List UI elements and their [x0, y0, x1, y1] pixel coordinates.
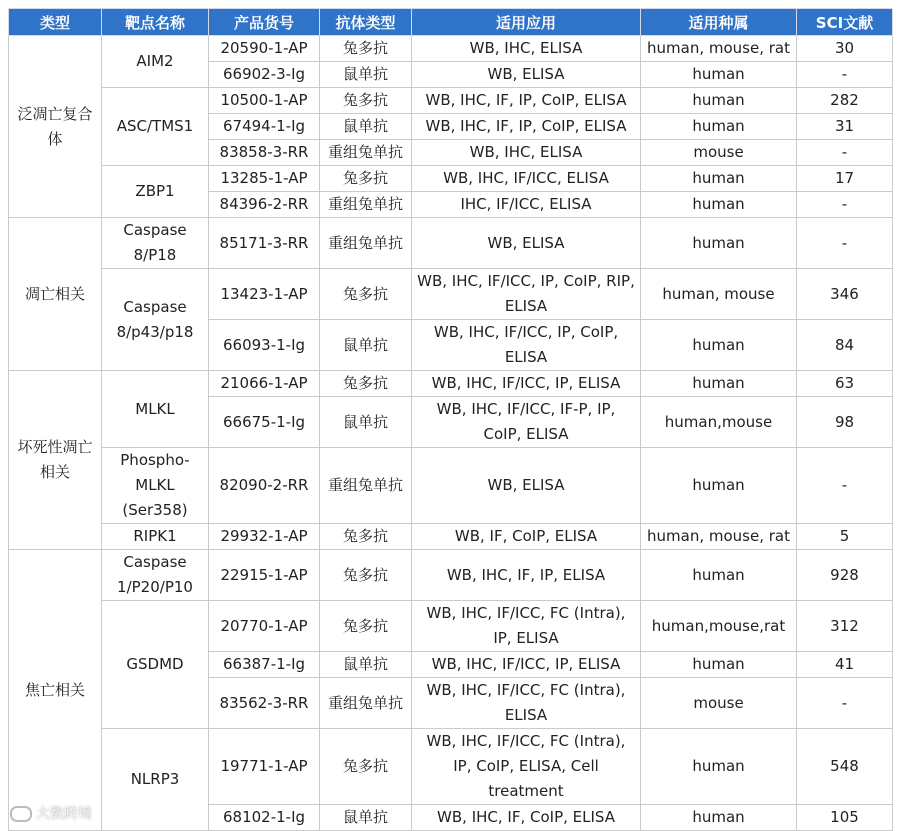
species-cell: human [641, 62, 797, 88]
header-product-code: 产品货号 [209, 9, 320, 36]
antibody-type-cell: 鼠单抗 [320, 652, 412, 678]
product-code-cell: 83562-3-RR [209, 678, 320, 729]
table-row [9, 88, 893, 114]
sci-count-cell: 31 [797, 114, 893, 140]
table-row [9, 269, 893, 320]
species-cell: human [641, 166, 797, 192]
application-cell: WB, IHC, IF/ICC, FC (Intra), IP, ELISA [412, 601, 641, 652]
application-cell: WB, IHC, IF, IP, CoIP, ELISA [412, 114, 641, 140]
species-cell: human,mouse,rat [641, 601, 797, 652]
sci-count-cell: 41 [797, 652, 893, 678]
sci-count-cell: - [797, 140, 893, 166]
species-cell: human [641, 652, 797, 678]
product-code-cell: 22915-1-AP [209, 550, 320, 601]
sci-count-cell: 928 [797, 550, 893, 601]
category-cell: 泛凋亡复合体 [9, 36, 102, 218]
product-code-cell: 67494-1-Ig [209, 114, 320, 140]
antibody-type-cell: 兔多抗 [320, 88, 412, 114]
sci-count-cell: 346 [797, 269, 893, 320]
application-cell: WB, IHC, IF, IP, CoIP, ELISA [412, 88, 641, 114]
sci-count-cell: - [797, 192, 893, 218]
sci-count-cell: 63 [797, 371, 893, 397]
product-code-cell: 10500-1-AP [209, 88, 320, 114]
table-row [9, 524, 893, 550]
table-row [9, 371, 893, 397]
application-cell: WB, IHC, IF/ICC, ELISA [412, 166, 641, 192]
sci-count-cell: - [797, 218, 893, 269]
target-cell: Caspase 8/P18 [102, 218, 209, 269]
species-cell: human [641, 550, 797, 601]
product-code-cell: 13285-1-AP [209, 166, 320, 192]
sci-count-cell: - [797, 62, 893, 88]
species-cell: mouse [641, 140, 797, 166]
application-cell: WB, IHC, IF/ICC, IF-P, IP, CoIP, ELISA [412, 397, 641, 448]
target-cell: Phospho-MLKL (Ser358) [102, 448, 209, 524]
watermark [10, 803, 92, 823]
antibody-type-cell: 鼠单抗 [320, 397, 412, 448]
antibody-type-cell: 兔多抗 [320, 269, 412, 320]
antibody-type-cell: 鼠单抗 [320, 114, 412, 140]
antibody-type-cell: 兔多抗 [320, 524, 412, 550]
sci-count-cell: 5 [797, 524, 893, 550]
sci-count-cell: - [797, 678, 893, 729]
antibody-type-cell: 兔多抗 [320, 371, 412, 397]
header-category: 类型 [9, 9, 102, 36]
sci-count-cell: 84 [797, 320, 893, 371]
table-row [9, 448, 893, 524]
product-code-cell: 66675-1-Ig [209, 397, 320, 448]
header-sci: SCI文献 [797, 9, 893, 36]
header-antibody-type: 抗体类型 [320, 9, 412, 36]
product-code-cell: 66387-1-Ig [209, 652, 320, 678]
table-body [9, 36, 893, 831]
application-cell: WB, IHC, ELISA [412, 36, 641, 62]
table-row [9, 550, 893, 601]
category-cell: 焦亡相关 [9, 550, 102, 831]
sci-count-cell: 548 [797, 729, 893, 805]
product-code-cell: 13423-1-AP [209, 269, 320, 320]
species-cell: human [641, 114, 797, 140]
antibody-type-cell: 重组兔单抗 [320, 140, 412, 166]
product-code-cell: 20590-1-AP [209, 36, 320, 62]
sci-count-cell: 98 [797, 397, 893, 448]
table-row [9, 218, 893, 269]
antibody-type-cell: 鼠单抗 [320, 62, 412, 88]
application-cell: WB, ELISA [412, 448, 641, 524]
target-cell: ASC/TMS1 [102, 88, 209, 166]
table-row [9, 601, 893, 652]
product-code-cell: 66902-3-Ig [209, 62, 320, 88]
species-cell: human,mouse [641, 397, 797, 448]
target-cell: MLKL [102, 371, 209, 448]
table-row [9, 36, 893, 62]
antibody-type-cell: 鼠单抗 [320, 805, 412, 831]
application-cell: WB, IHC, ELISA [412, 140, 641, 166]
watermark-logo-icon [10, 806, 32, 822]
antibody-type-cell: 鼠单抗 [320, 320, 412, 371]
species-cell: mouse [641, 678, 797, 729]
category-cell: 凋亡相关 [9, 218, 102, 371]
antibody-type-cell: 重组兔单抗 [320, 678, 412, 729]
table-row [9, 166, 893, 192]
header-row [9, 9, 893, 36]
species-cell: human [641, 218, 797, 269]
product-code-cell: 83858-3-RR [209, 140, 320, 166]
product-code-cell: 66093-1-Ig [209, 320, 320, 371]
watermark-text: 大数跨境 [36, 806, 92, 822]
species-cell: human [641, 88, 797, 114]
application-cell: WB, ELISA [412, 62, 641, 88]
product-code-cell: 84396-2-RR [209, 192, 320, 218]
species-cell: human [641, 729, 797, 805]
target-cell: RIPK1 [102, 524, 209, 550]
product-code-cell: 68102-1-Ig [209, 805, 320, 831]
target-cell: Caspase 1/P20/P10 [102, 550, 209, 601]
application-cell: WB, IHC, IF/ICC, FC (Intra), IP, CoIP, ELISA, Cell treatment [412, 729, 641, 805]
antibody-type-cell: 重组兔单抗 [320, 192, 412, 218]
sci-count-cell: 282 [797, 88, 893, 114]
target-cell: ZBP1 [102, 166, 209, 218]
product-code-cell: 82090-2-RR [209, 448, 320, 524]
header-species: 适用种属 [641, 9, 797, 36]
species-cell: human [641, 448, 797, 524]
product-code-cell: 19771-1-AP [209, 729, 320, 805]
target-cell: Caspase 8/p43/p18 [102, 269, 209, 371]
antibody-type-cell: 重组兔单抗 [320, 218, 412, 269]
antibody-type-cell: 兔多抗 [320, 166, 412, 192]
product-code-cell: 85171-3-RR [209, 218, 320, 269]
application-cell: WB, IF, CoIP, ELISA [412, 524, 641, 550]
application-cell: WB, IHC, IF/ICC, IP, CoIP, RIP, ELISA [412, 269, 641, 320]
antibody-type-cell: 兔多抗 [320, 729, 412, 805]
species-cell: human [641, 320, 797, 371]
product-code-cell: 20770-1-AP [209, 601, 320, 652]
species-cell: human [641, 192, 797, 218]
antibody-table [8, 8, 893, 831]
sci-count-cell: 312 [797, 601, 893, 652]
application-cell: WB, ELISA [412, 218, 641, 269]
application-cell: WB, IHC, IF/ICC, IP, CoIP, ELISA [412, 320, 641, 371]
product-code-cell: 21066-1-AP [209, 371, 320, 397]
sci-count-cell: 30 [797, 36, 893, 62]
header-target: 靶点名称 [102, 9, 209, 36]
species-cell: human [641, 371, 797, 397]
antibody-type-cell: 兔多抗 [320, 601, 412, 652]
application-cell: WB, IHC, IF/ICC, FC (Intra), ELISA [412, 678, 641, 729]
species-cell: human, mouse, rat [641, 36, 797, 62]
application-cell: WB, IHC, IF, CoIP, ELISA [412, 805, 641, 831]
antibody-type-cell: 重组兔单抗 [320, 448, 412, 524]
target-cell: AIM2 [102, 36, 209, 88]
table-row [9, 729, 893, 805]
species-cell: human [641, 805, 797, 831]
product-code-cell: 29932-1-AP [209, 524, 320, 550]
application-cell: WB, IHC, IF/ICC, IP, ELISA [412, 371, 641, 397]
sci-count-cell: 17 [797, 166, 893, 192]
category-cell: 坏死性凋亡相关 [9, 371, 102, 550]
antibody-type-cell: 兔多抗 [320, 550, 412, 601]
antibody-type-cell: 兔多抗 [320, 36, 412, 62]
sci-count-cell: 105 [797, 805, 893, 831]
sci-count-cell: - [797, 448, 893, 524]
species-cell: human, mouse, rat [641, 524, 797, 550]
header-application: 适用应用 [412, 9, 641, 36]
application-cell: IHC, IF/ICC, ELISA [412, 192, 641, 218]
target-cell: GSDMD [102, 601, 209, 729]
application-cell: WB, IHC, IF, IP, ELISA [412, 550, 641, 601]
target-cell: NLRP3 [102, 729, 209, 831]
species-cell: human, mouse [641, 269, 797, 320]
application-cell: WB, IHC, IF/ICC, IP, ELISA [412, 652, 641, 678]
